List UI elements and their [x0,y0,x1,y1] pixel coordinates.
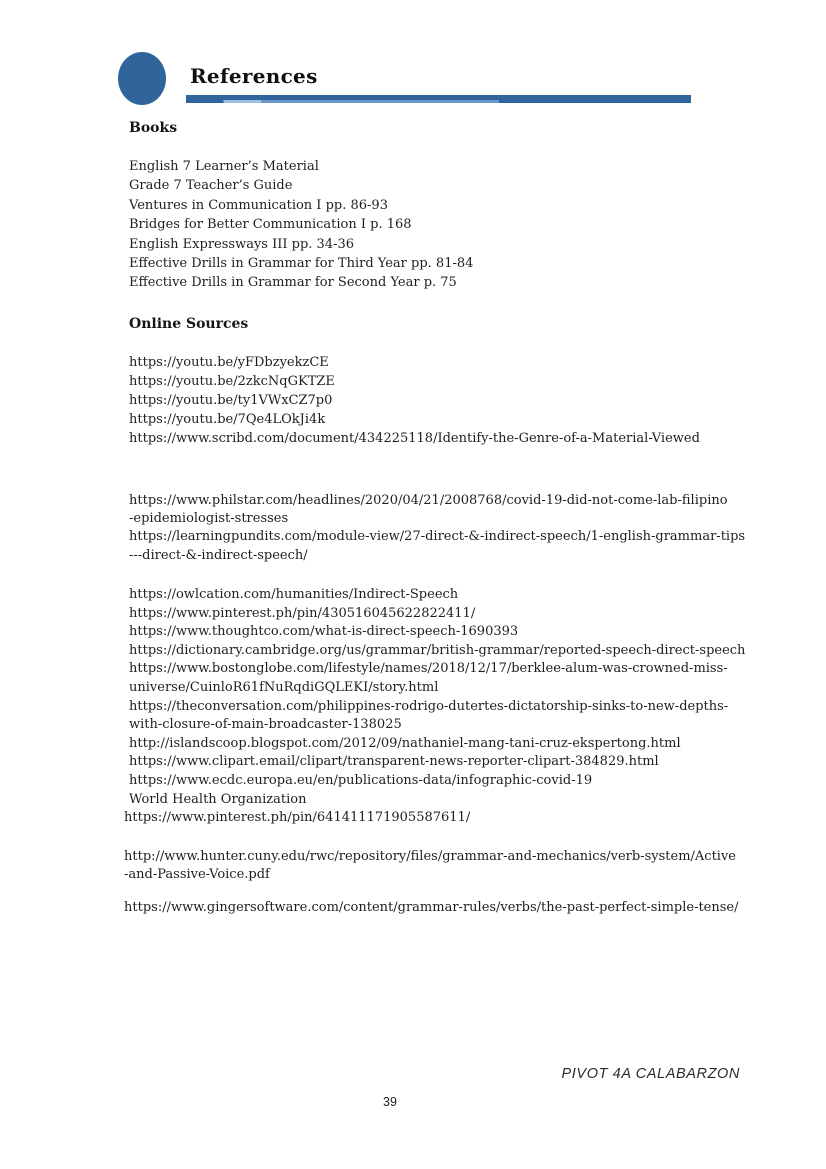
url-reference: -epidemiologist-stresses [129,511,289,527]
url-reference: https://www.gingersoftware.com/content/grammar-rules/verbs/the-past-perfect-simple-tense/ [124,900,739,915]
url-group-pdf [124,848,736,883]
url-reference: ---direct-&-indirect-speech/ [129,547,308,563]
section-bullet-icon [118,52,166,105]
book-reference: English 7 Learner’s Material [129,159,319,174]
url-reference: universe/CuinloR61fNuRqdiGQLEKI/story.html [129,679,439,695]
url-reference: https://youtu.be/7Qe4LOkJi4k [129,412,326,427]
books-list [129,157,473,293]
url-reference: https://www.bostonglobe.com/lifestyle/names/2018/12/17/berklee-alum-was-crowned-miss- [129,661,728,677]
url-reference: https://youtu.be/2zkcNqGKTZE [129,374,335,389]
url-reference: https://www.clipart.email/clipart/transparent-news-reporter-clipart-384829.html [129,754,659,770]
url-reference: https://theconversation.com/philippines-rodrigo-dutertes-dictatorship-sinks-to-new-depths- [129,698,729,714]
url-reference: https://dictionary.cambridge.org/us/grammar/british-grammar/reported-speech-direct-speech [129,642,746,658]
url-reference: http://www.hunter.cuny.edu/rwc/repository/files/grammar-and-mechanics/verb-system/Active [124,849,736,864]
page-number: 39 [383,1095,397,1109]
book-reference: English Expressways III pp. 34-36 [129,236,355,252]
url-reference: -and-Passive-Voice.pdf [124,866,270,882]
url-reference: https://www.ecdc.europa.eu/en/publications-data/infographic-covid-19 [129,772,593,788]
url-group-articles-1 [129,492,745,565]
url-reference: https://owlcation.com/humanities/Indirect-Speech [129,587,459,602]
book-reference: Ventures in Communication I pp. 86-93 [129,197,388,213]
header-rule [186,95,691,103]
url-reference: https://www.philstar.com/headlines/2020/04/21/2008768/covid-19-did-not-come-lab-filipino [129,493,728,508]
url-reference: http://islandscoop.blogspot.com/2012/09/nathaniel-mang-tani-cruz-ekspertong.html [129,735,681,751]
url-reference: https://www.pinterest.ph/pin/430516045622822411/ [129,605,476,621]
books-heading: Books [129,120,178,136]
footer-brand: PIVOT 4A CALABARZON [561,1066,740,1082]
url-reference: with-closure-of-main-broadcaster-138025 [129,717,402,733]
url-group-grammar [124,899,739,917]
page-title: References [190,64,318,88]
book-reference: Bridges for Better Communication I p. 168 [129,217,412,233]
url-reference: https://www.thoughtco.com/what-is-direct-speech-1690393 [129,624,519,640]
url-reference: https://www.scribd.com/document/434225118/Identify-the-Genre-of-a-Material-Viewed [129,431,700,446]
url-group-videos [129,353,700,448]
url-reference: https://youtu.be/ty1VWxCZ7p0 [129,393,333,408]
url-reference: https://youtu.be/yFDbzyekzCE [129,355,329,370]
online-sources-heading: Online Sources [129,316,249,332]
url-group-articles-2 [124,586,746,828]
url-reference: World Health Organization [129,791,307,807]
book-reference: Effective Drills in Grammar for Third Year pp. 81-84 [129,256,474,272]
book-reference: Grade 7 Teacher’s Guide [129,178,293,194]
url-reference: https://www.pinterest.ph/pin/641411171905587611/ [124,810,471,826]
url-reference: https://learningpundits.com/module-view/27-direct-&-indirect-speech/1-english-grammar-tips [129,529,746,545]
book-reference: Effective Drills in Grammar for Second Year p. 75 [129,275,457,291]
header-rule-accent [186,100,499,103]
